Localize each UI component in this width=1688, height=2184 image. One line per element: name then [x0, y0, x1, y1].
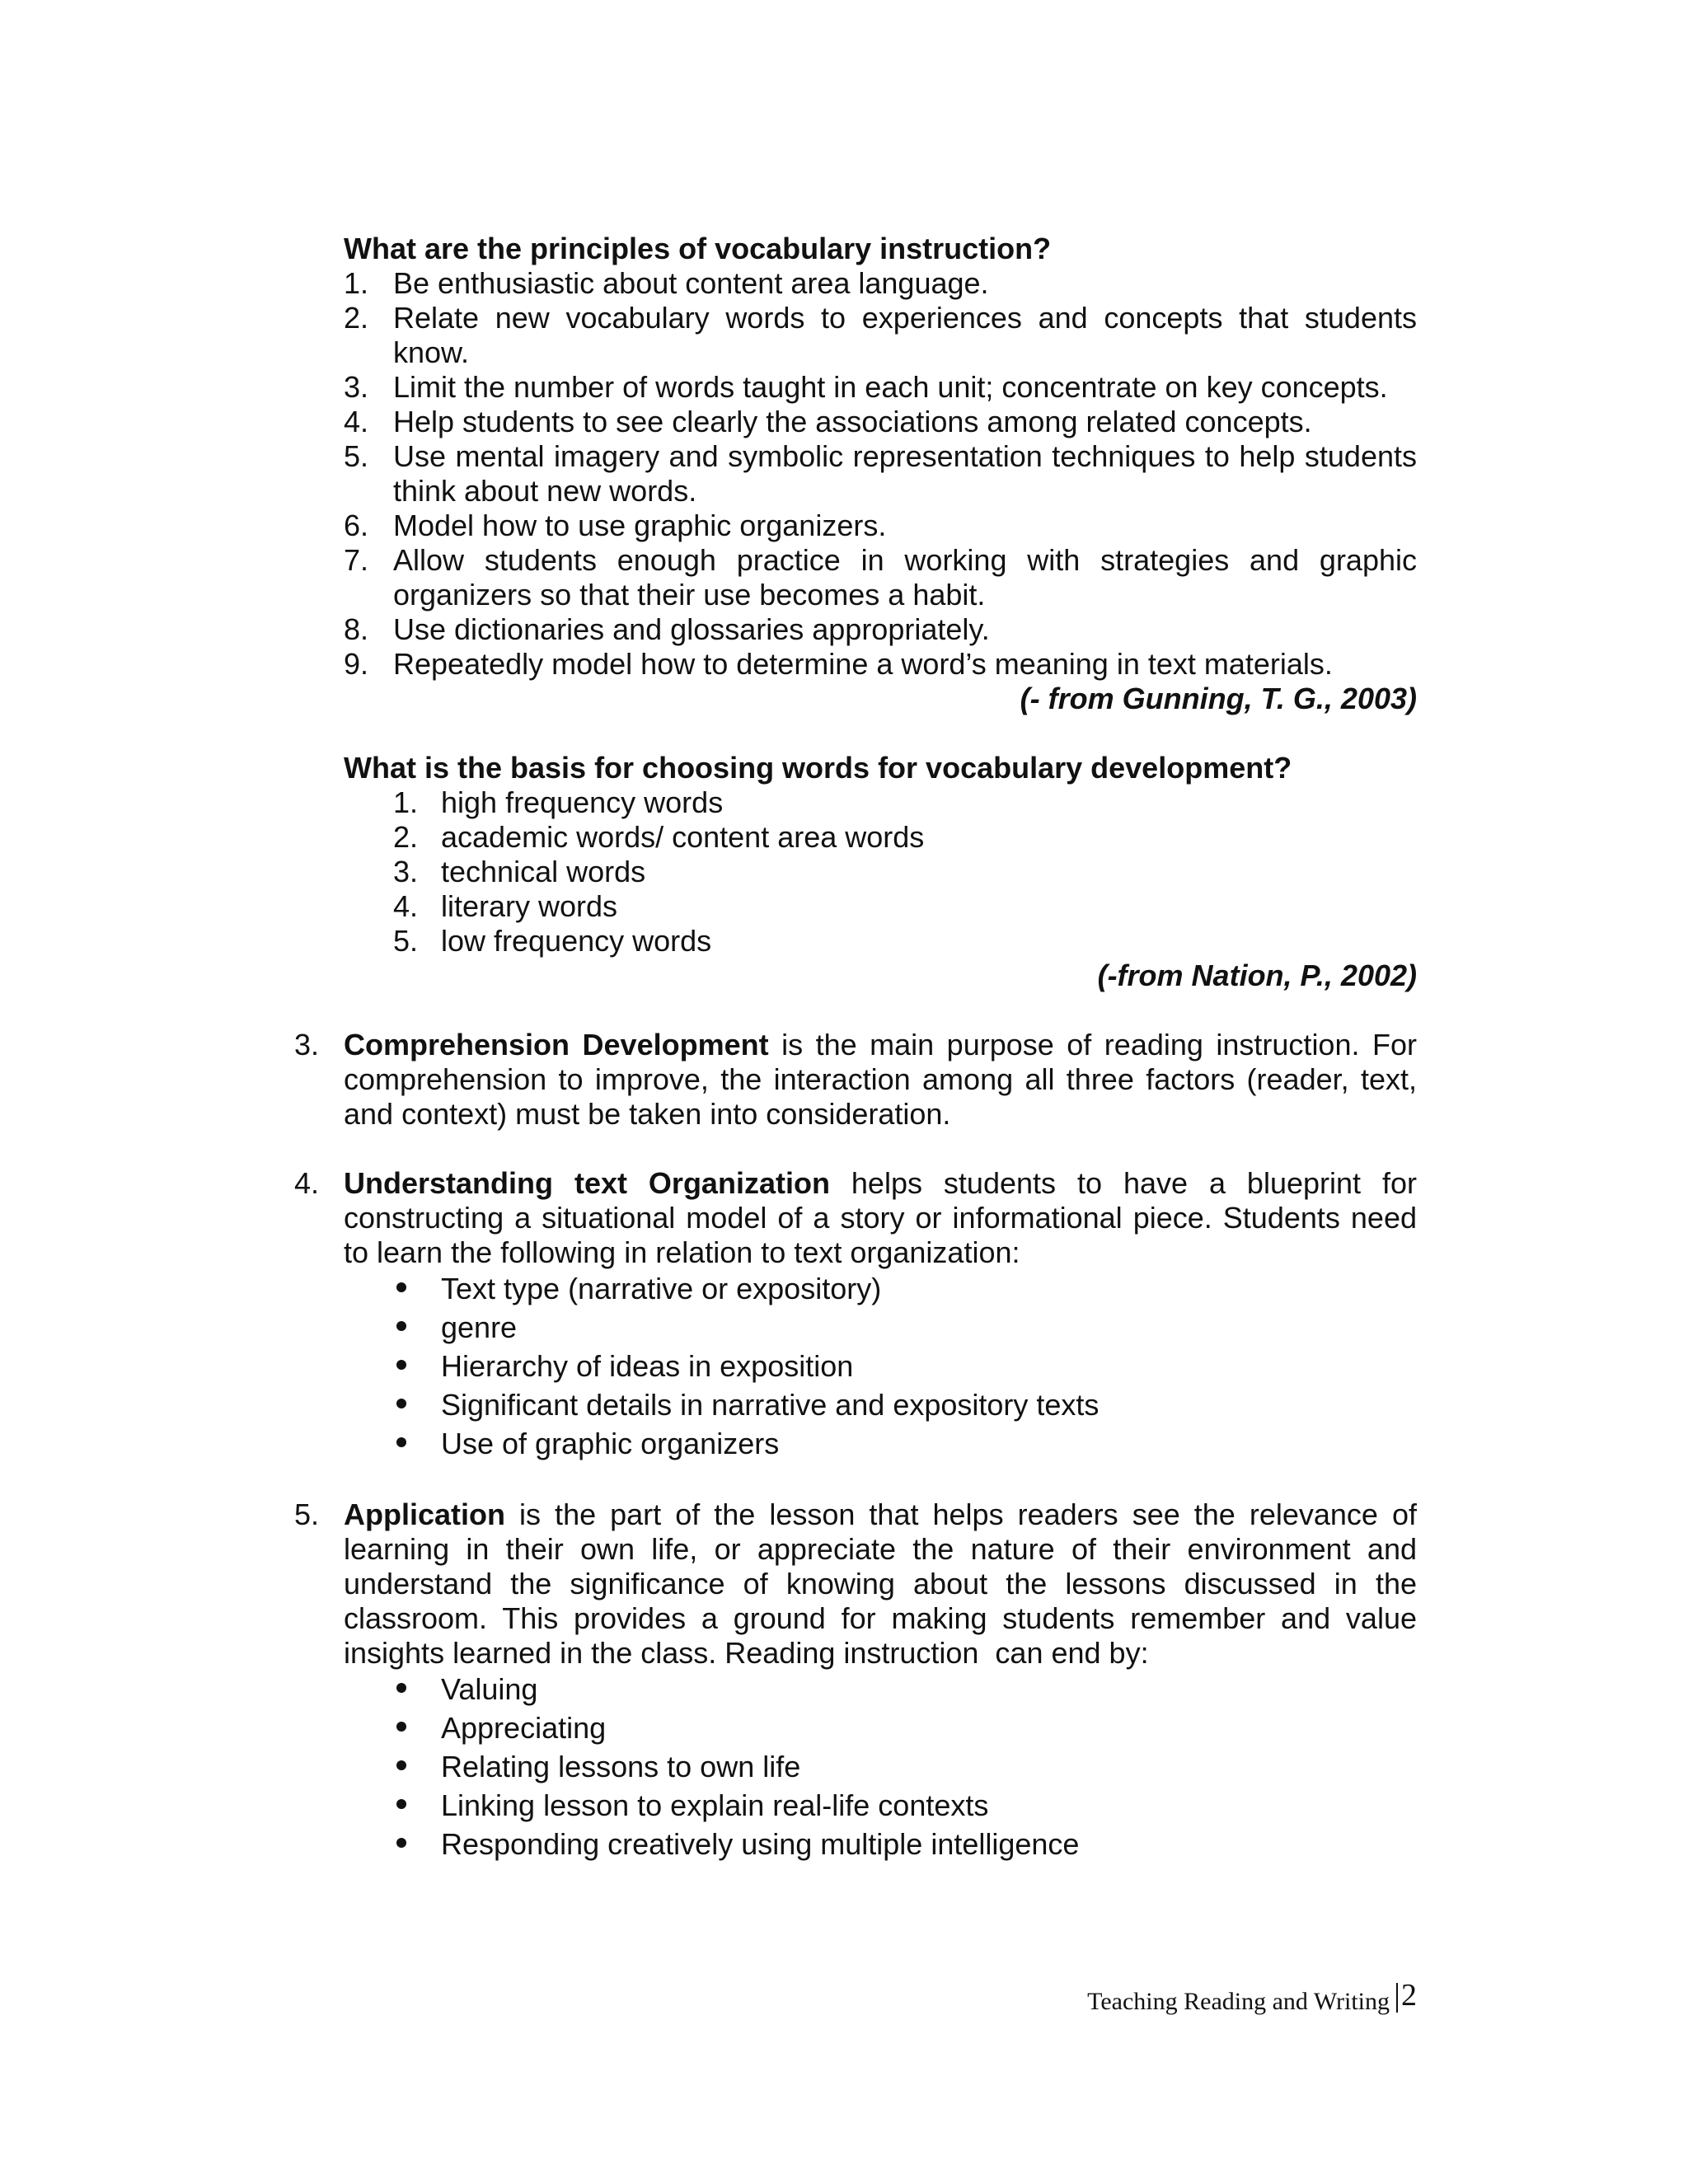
- list-number: 1.: [344, 266, 369, 300]
- list-number: 5.: [344, 439, 369, 473]
- list-item: Model how to use graphic organizers.: [393, 509, 887, 542]
- bullet-icon: [396, 1722, 406, 1732]
- list-number: 4.: [344, 405, 369, 438]
- list-item: Repeatedly model how to determine a word’s meaning in text materials.: [393, 647, 1333, 681]
- bullet-icon: [396, 1838, 406, 1848]
- bullet-item: Relating lessons to own life: [441, 1750, 801, 1783]
- bullet-item: Text type (narrative or expository): [441, 1272, 882, 1305]
- citation-gunning: (- from Gunning, T. G., 2003): [1020, 682, 1417, 715]
- section-text: is the main purpose of reading instruction. For: [768, 1028, 1417, 1062]
- bullet-item: Linking lesson to explain real-life contexts: [441, 1788, 989, 1822]
- basis-heading: What is the basis for choosing words for vocabulary development?: [344, 751, 1292, 785]
- section-text: classroom. This provides a ground for making students remember and value: [344, 1601, 1417, 1635]
- section-first-line: [344, 1166, 1417, 1201]
- section-text: learning in their own life, or appreciate the nature of their environment and: [344, 1532, 1417, 1566]
- section-text: insights learned in the class. Reading instruction can end by:: [344, 1636, 1149, 1670]
- list-item-continuation: think about new words.: [393, 474, 697, 508]
- section-text: comprehension to improve, the interaction among all three factors (reader, text,: [344, 1062, 1417, 1096]
- list-item: technical words: [441, 855, 646, 888]
- list-number: 7.: [344, 543, 369, 577]
- list-item: Be enthusiastic about content area language.: [393, 266, 989, 300]
- bullet-icon: [396, 1399, 406, 1408]
- bullet-item: Appreciating: [441, 1711, 607, 1745]
- list-item: Use dictionaries and glossaries appropriately.: [393, 612, 990, 646]
- list-item: Relate new vocabulary words to experiences and concepts that students: [393, 301, 1417, 335]
- section-term: Understanding text Organization: [344, 1166, 830, 1200]
- section-number: 4.: [294, 1166, 320, 1200]
- list-number: 4.: [393, 889, 419, 923]
- bullet-icon: [396, 1799, 406, 1809]
- section-text: is the part of the lesson that helps readers see the relevance of: [505, 1497, 1417, 1531]
- list-item: Help students to see clearly the associations among related concepts.: [393, 405, 1312, 438]
- bullet-icon: [396, 1437, 406, 1447]
- section-term: Application: [344, 1497, 505, 1531]
- list-number: 2.: [344, 301, 369, 335]
- bullet-item: Responding creatively using multiple intelligence: [441, 1827, 1080, 1861]
- list-number: 1.: [393, 785, 419, 819]
- list-number: 9.: [344, 647, 369, 681]
- bullet-icon: [396, 1360, 406, 1370]
- list-item: high frequency words: [441, 785, 724, 819]
- bullet-item: Significant details in narrative and expository texts: [441, 1388, 1100, 1422]
- list-item: academic words/ content area words: [441, 820, 925, 854]
- section-text: helps students to have a blueprint for: [829, 1166, 1417, 1200]
- list-item: Allow students enough practice in working with strategies and graphic: [393, 543, 1417, 577]
- bullet-icon: [396, 1321, 406, 1331]
- list-number: 8.: [344, 612, 369, 646]
- section-text: and context) must be taken into consideration.: [344, 1097, 951, 1131]
- footer-title: Teaching Reading and Writing: [1087, 1988, 1390, 2015]
- bullet-item: Valuing: [441, 1672, 538, 1706]
- list-item: Limit the number of words taught in each unit; concentrate on key concepts.: [393, 370, 1388, 404]
- bullet-item: Hierarchy of ideas in exposition: [441, 1349, 854, 1383]
- list-item-continuation: know.: [393, 335, 470, 369]
- bullet-item: genre: [441, 1310, 518, 1344]
- bullet-item: Use of graphic organizers: [441, 1427, 780, 1460]
- section-number: 5.: [294, 1497, 320, 1531]
- list-item: low frequency words: [441, 924, 712, 958]
- citation-nation: (-from Nation, P., 2002): [1097, 958, 1417, 992]
- section-text: constructing a situational model of a story or informational piece. Students need: [344, 1201, 1417, 1235]
- list-item: literary words: [441, 889, 618, 923]
- list-number: 3.: [344, 370, 369, 404]
- section-first-line: [344, 1028, 1417, 1062]
- section-text: understand the significance of knowing about the lessons discussed in the: [344, 1567, 1417, 1601]
- list-number: 6.: [344, 509, 369, 542]
- section-first-line: [344, 1497, 1417, 1532]
- list-item: Use mental imagery and symbolic representation techniques to help students: [393, 439, 1417, 473]
- bullet-icon: [396, 1282, 406, 1292]
- section-number: 3.: [294, 1028, 320, 1062]
- list-number: 3.: [393, 855, 419, 888]
- footer-divider: [1396, 1983, 1398, 2013]
- section-term: Comprehension Development: [344, 1028, 769, 1062]
- principles-heading: What are the principles of vocabulary instruction?: [344, 232, 1052, 265]
- bullet-icon: [396, 1683, 406, 1693]
- bullet-icon: [396, 1760, 406, 1770]
- section-text: to learn the following in relation to text organization:: [344, 1235, 1020, 1269]
- page-number: 2: [1401, 1978, 1417, 2013]
- list-item-continuation: organizers so that their use becomes a habit.: [393, 578, 986, 612]
- list-number: 2.: [393, 820, 419, 854]
- list-number: 5.: [393, 924, 419, 958]
